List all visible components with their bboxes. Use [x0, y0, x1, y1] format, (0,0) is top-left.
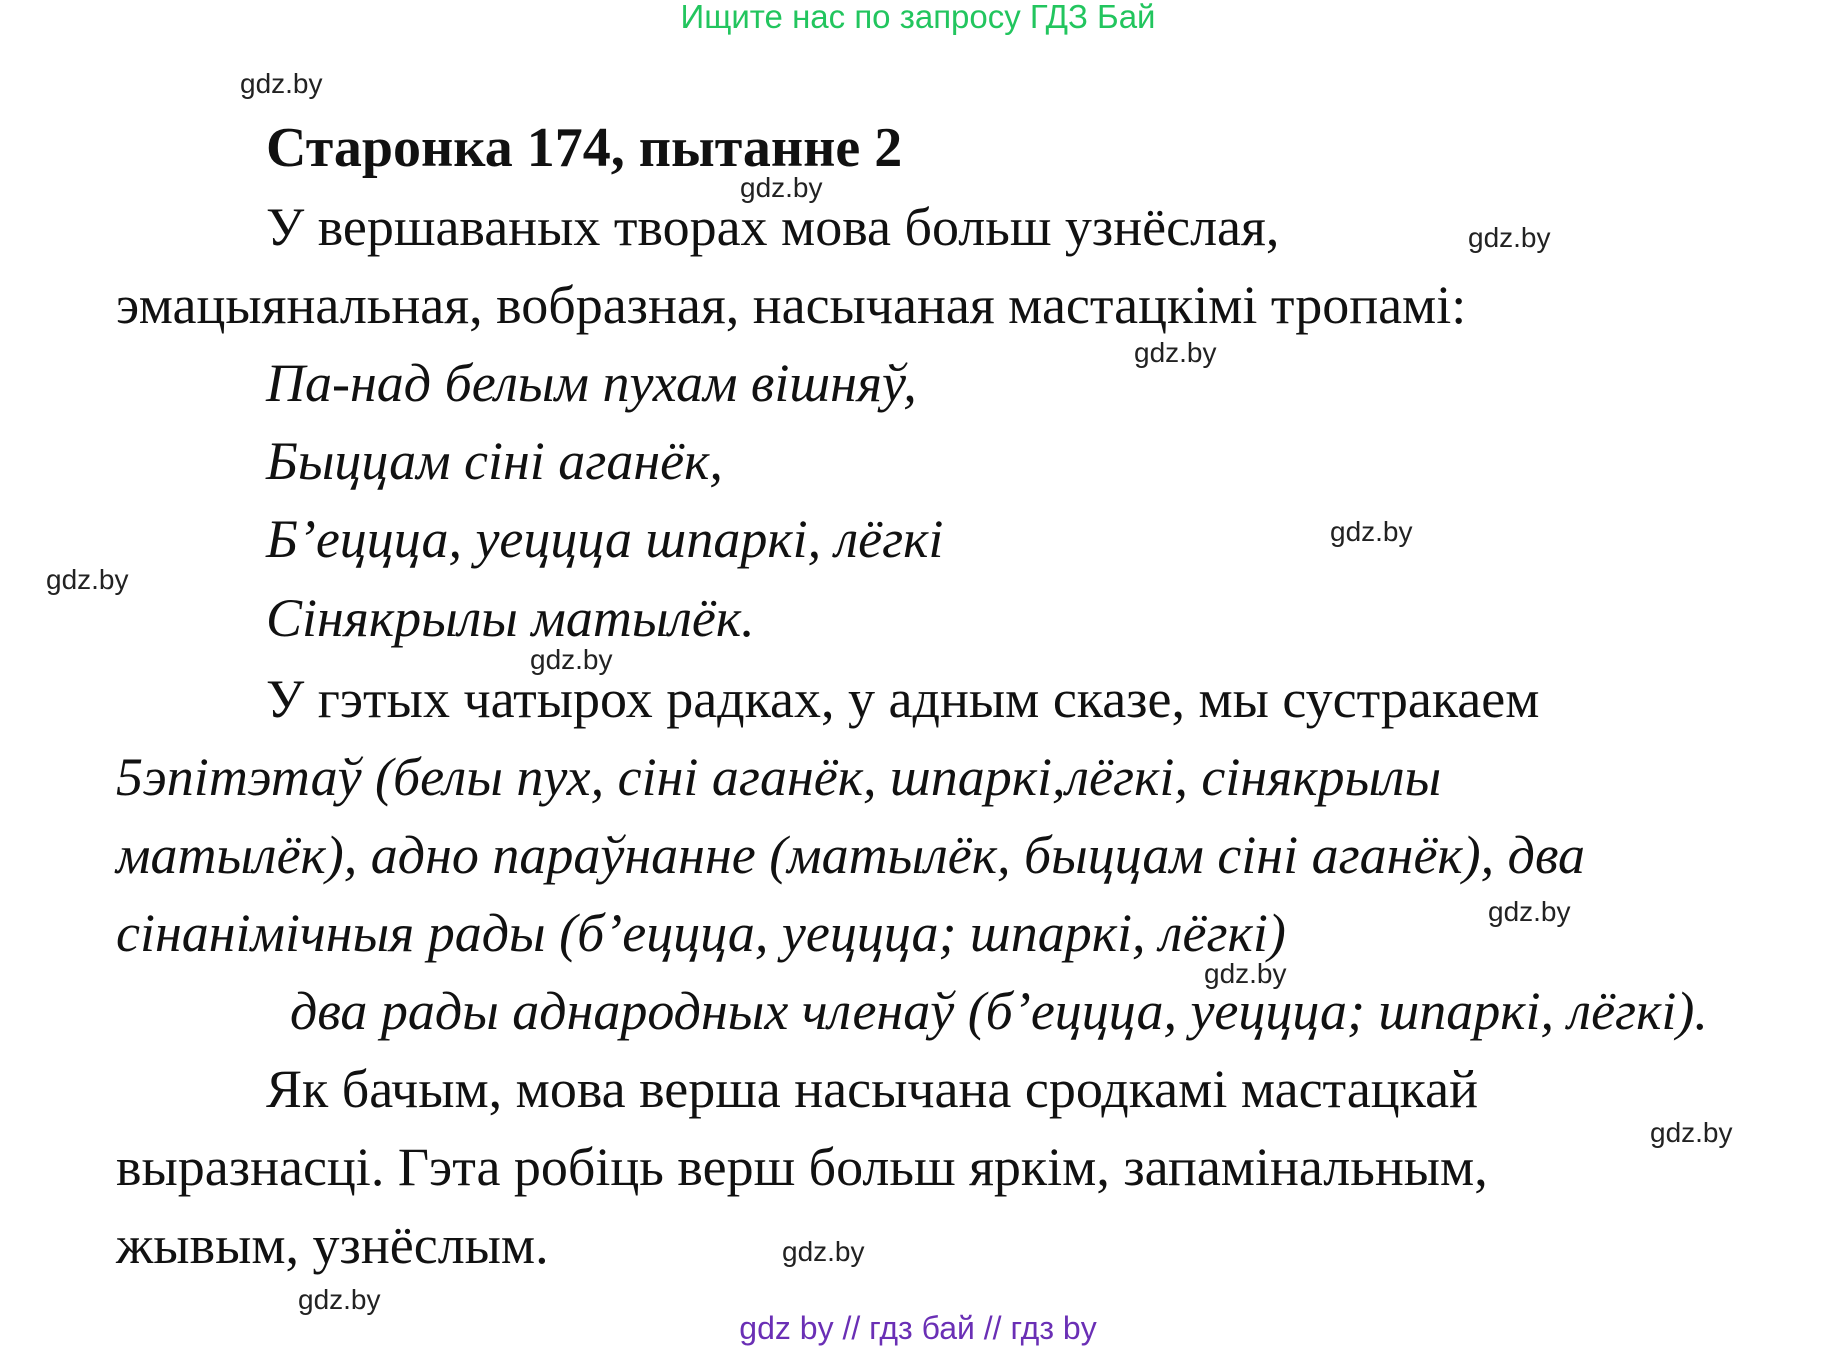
conclusion-line: жывым, узнёслым.: [116, 1215, 549, 1275]
watermark: gdz.by: [298, 1284, 381, 1315]
watermark: gdz.by: [1204, 958, 1287, 989]
intro-line: У вершаваных творах мова больш узнёслая,: [266, 197, 1280, 257]
analysis-line: 5эпітэтаў (белы пух, сіні аганёк, шпаркі,лёгкі, сінякрылы: [116, 747, 1442, 807]
analysis-line: У гэтых чатырох радках, у адным сказе, мы сустракаем: [266, 669, 1540, 729]
watermark: gdz.by: [1468, 222, 1551, 253]
watermark: gdz.by: [782, 1236, 865, 1267]
analysis-line: матылёк), адно параўнанне (матылёк, быццам сіні аганёк), два: [116, 825, 1586, 885]
watermark: gdz.by: [530, 644, 613, 675]
watermark: gdz.by: [1134, 337, 1217, 368]
verse-line: Па-над белым пухам вішняў,: [266, 353, 917, 413]
page-title: Старонка 174, пытанне 2: [266, 117, 903, 179]
search-banner[interactable]: Ищите нас по запросу ГДЗ Бай: [680, 0, 1156, 35]
conclusion-line: Як бачым, мова верша насычана сродкамі мастацкай: [266, 1059, 1478, 1119]
watermark: gdz.by: [740, 172, 823, 203]
watermark: gdz.by: [46, 564, 129, 595]
analysis-line: сінанімічныя рады (б’еццца, уеццца; шпаркі, лёгкі): [116, 903, 1286, 963]
verse-line: Быццам сіні аганёк,: [266, 431, 723, 491]
watermark: gdz.by: [1330, 516, 1413, 547]
conclusion-line: выразнасці. Гэта робіць верш больш яркім, запамінальным,: [116, 1137, 1488, 1197]
verse-line: Б’еццца, уеццца шпаркі, лёгкі: [266, 509, 944, 569]
analysis-line: два рады аднародных членаў (б’еццца, уеццца; шпаркі, лёгкі).: [290, 981, 1708, 1041]
intro-line: эмацыянальная, вобразная, насычаная мастацкімі тропамі:: [116, 275, 1467, 335]
watermark: gdz.by: [1488, 896, 1571, 927]
watermark: gdz.by: [1650, 1117, 1733, 1148]
footer-links[interactable]: gdz by // гдз бай // гдз by: [739, 1310, 1097, 1346]
verse-line: Сінякрылы матылёк.: [266, 588, 755, 648]
watermark: gdz.by: [240, 68, 323, 99]
